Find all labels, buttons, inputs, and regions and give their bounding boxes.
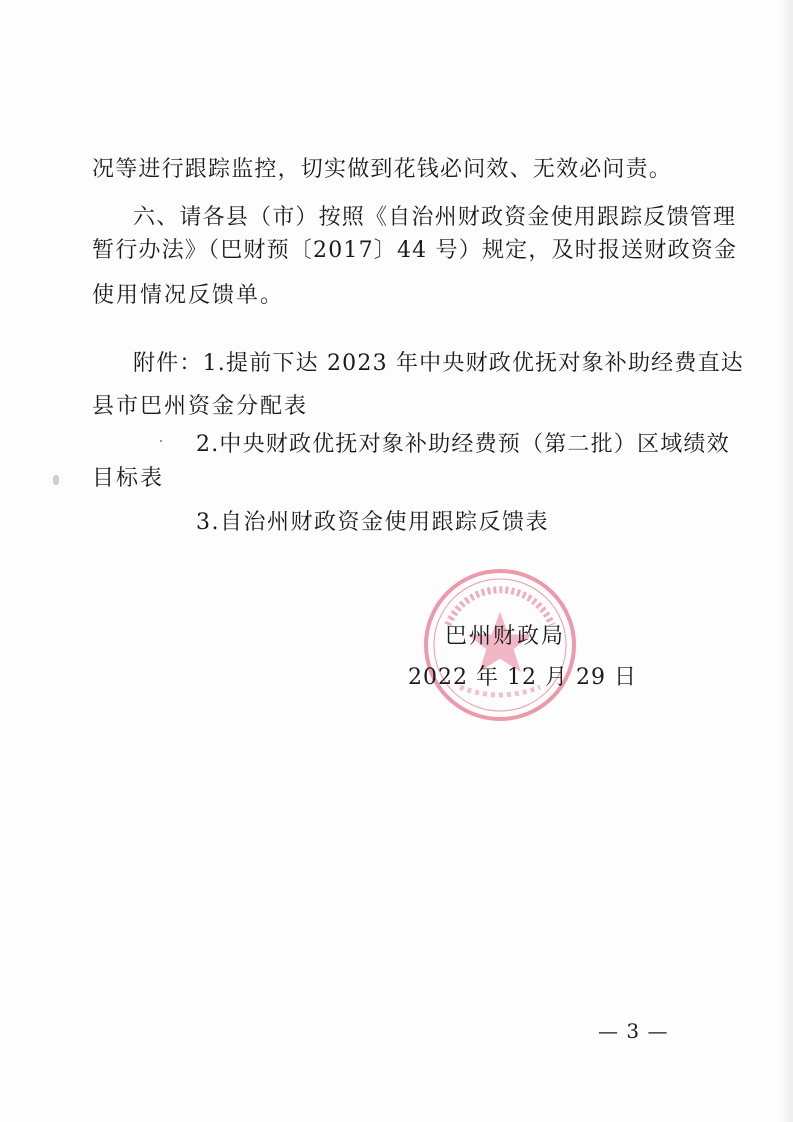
attachment-line-2: 县市巴州资金分配表 xyxy=(92,394,309,419)
attachment-line-5: 3.自治州财政资金使用跟踪反馈表 xyxy=(196,510,549,535)
scan-speck xyxy=(160,440,162,442)
attachment-line-4: 目标表 xyxy=(92,466,165,491)
page-edge-shadow xyxy=(779,0,793,1122)
body-line-2: 六、请各县（市）按照《自治州财政资金使用跟踪反馈管理 xyxy=(133,205,737,230)
issuing-organization: 巴州财政局 xyxy=(445,624,566,649)
body-line-4: 使用情况反馈单。 xyxy=(92,283,285,308)
attachment-line-3: 2.中央财政优抚对象补助经费预（第二批）区域绩效 xyxy=(196,432,730,457)
attachment-line-1: 附件：1.提前下达 2023 年中央财政优抚对象补助经费直达 xyxy=(133,351,744,376)
body-line-1: 况等进行跟踪监控，切实做到花钱必问效、无效必问责。 xyxy=(92,157,673,182)
body-line-3: 暂行办法》（巴财预〔2017〕44 号）规定，及时报送财政资金 xyxy=(92,238,738,263)
issue-date: 2022 年 12 月 29 日 xyxy=(408,665,637,690)
scan-smudge xyxy=(53,475,59,485)
page-number: — 3 — xyxy=(598,1019,669,1043)
